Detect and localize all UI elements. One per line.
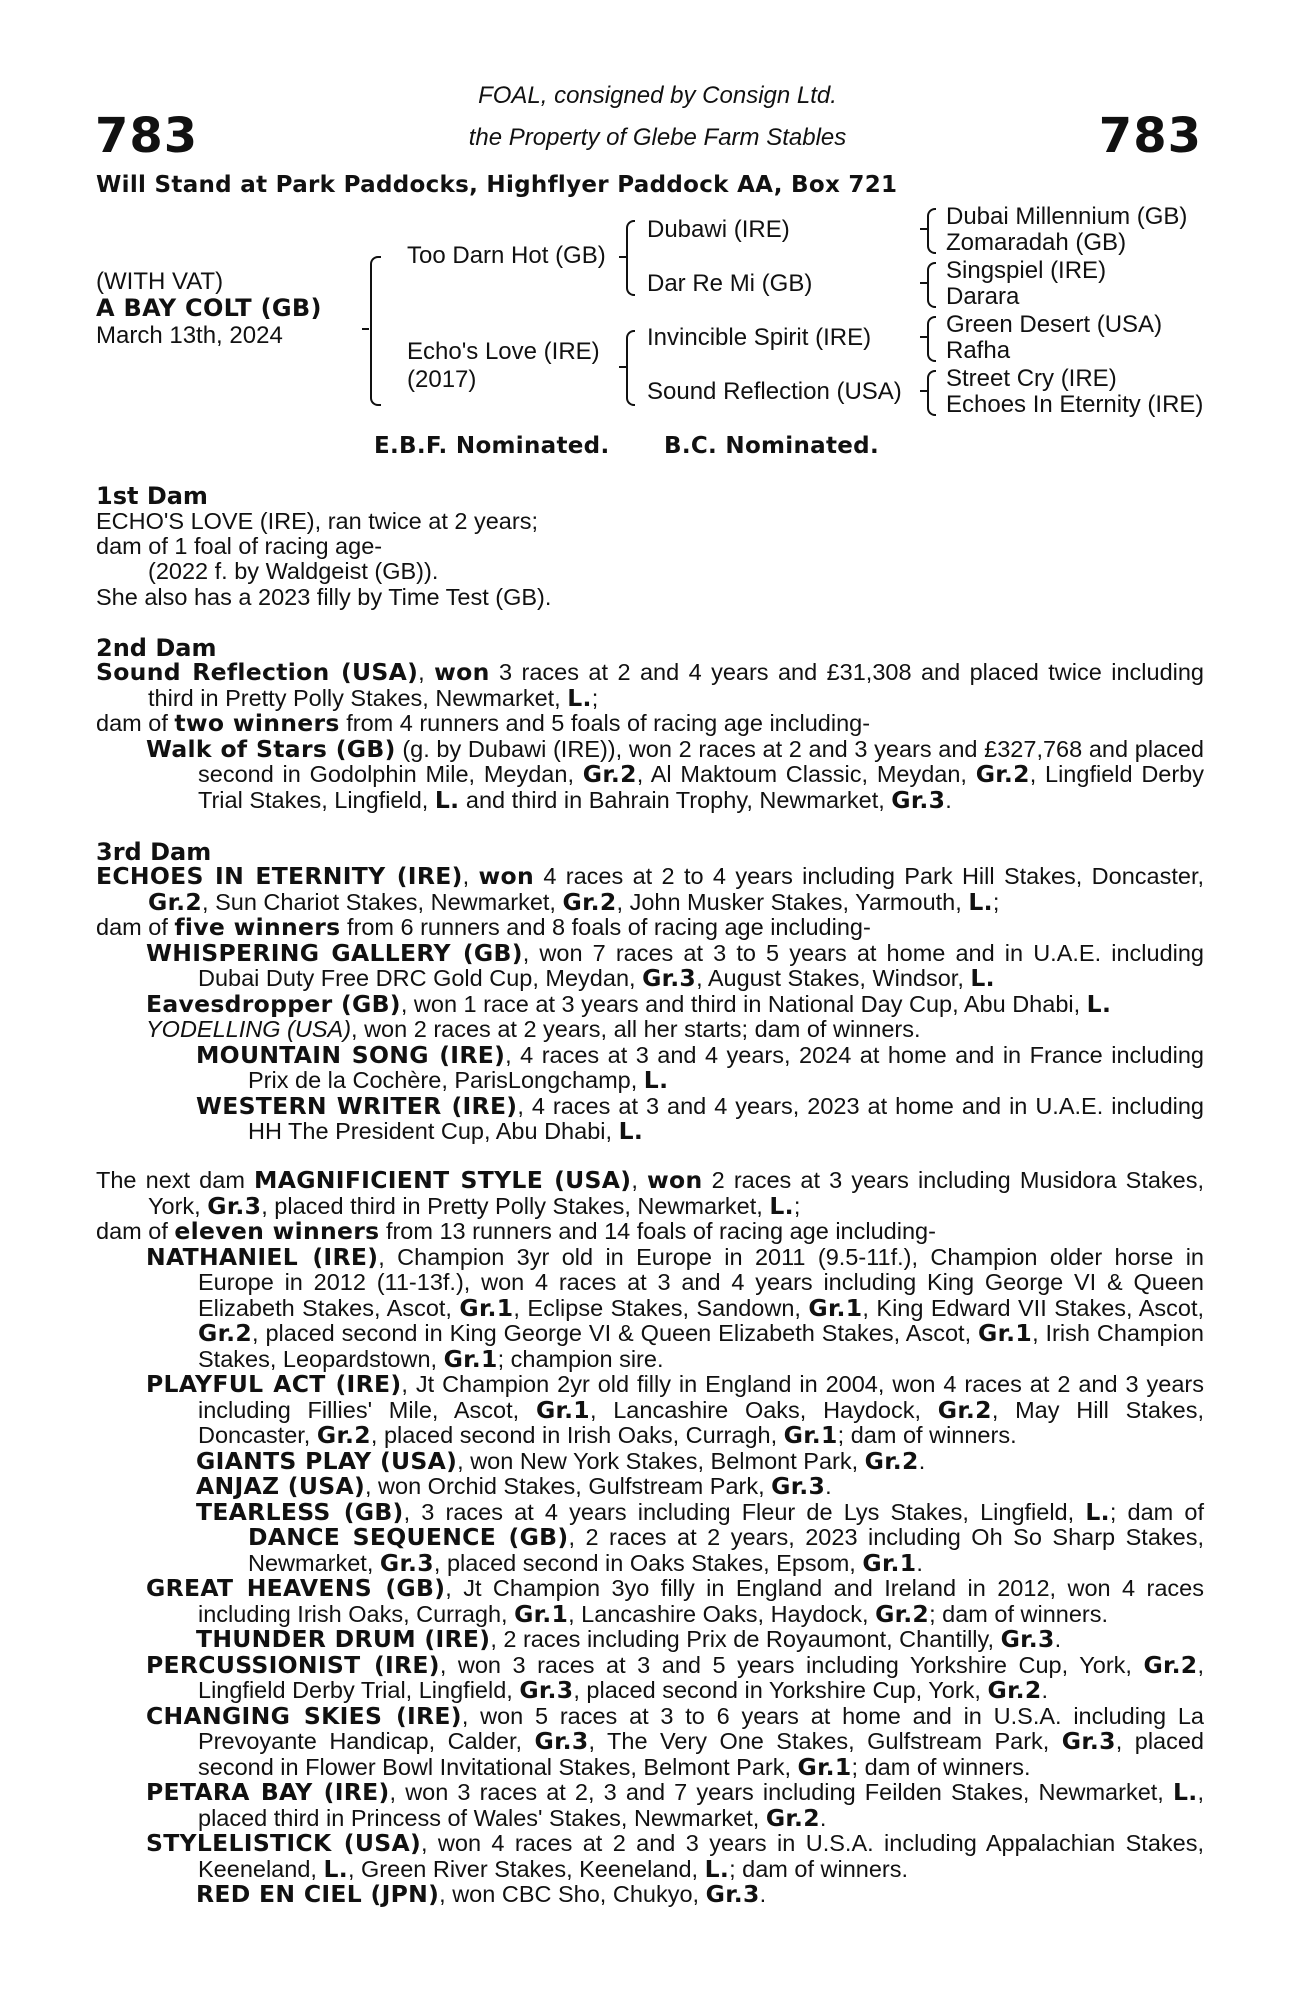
pedigree-g7: Street Cry (IRE): [946, 365, 1117, 392]
third-dam-heading: 3rd Dam: [96, 838, 212, 866]
next-dam-body: [96, 1168, 1204, 1908]
foaling-date: March 13th, 2024: [96, 322, 283, 349]
pedigree-g3: Singspiel (IRE): [946, 257, 1107, 284]
produce-whispering-gallery: WHISPERING GALLERY (GB), won 7 races at 3 to 5 years at home and in U.A.E. including Dubai Duty Free DRC Gold Cup, Meydan, Gr.3, August Stakes, Windsor, L.: [146, 938, 1204, 992]
produce-giants-play: GIANTS PLAY (USA), won New York Stakes, Belmont Park, Gr.2.: [196, 1446, 926, 1475]
pedigree-g4: Darara: [946, 283, 1020, 310]
produce-percussionist: PERCUSSIONIST (IRE), won 3 races at 3 and 5 years including Yorkshire Cup, York, Gr.2, Lingfield Derby Trial, Lingfield, Gr.3, placed second in Yorkshire Cup, York, Gr.2.: [146, 1650, 1204, 1704]
produce-thunder-drum: THUNDER DRUM (IRE), 2 races including Prix de Royaumont, Chantilly, Gr.3.: [196, 1625, 1062, 1653]
brace-point: [920, 336, 927, 338]
ebf-nominated: E.B.F. Nominated.: [374, 433, 610, 459]
pedigree-g6: Rafha: [946, 337, 1011, 364]
produce-walk-of-stars: Walk of Stars (GB) (g. by Dubawi (IRE)), won 2 races at 2 and 3 years and £327,768 and placed second in Godolphin Mile, Meydan, Gr.2, Al Maktoum Classic, Meydan, Gr.2, Lingfield Derby Trial Stakes, Lingfield, L. and third in Bahrain Trophy, Newmarket, Gr.3.: [146, 734, 1205, 814]
pedigree-sire-dam: Dar Re Mi (GB): [647, 270, 813, 297]
bc-nominated: B.C. Nominated.: [664, 433, 879, 459]
produce-western-writer: WESTERN WRITER (IRE), 4 races at 3 and 4 years, 2023 at home and in U.A.E. including HH The President Cup, Abu Dhabi, L.: [196, 1091, 1204, 1145]
first-dam-line: (2022 f. by Waldgeist (GB)).: [148, 558, 439, 584]
produce-mountain-song: MOUNTAIN SONG (IRE), 4 races at 3 and 4 years, 2024 at home and in France including Prix de la Cochère, ParisLongchamp, L.: [196, 1040, 1204, 1094]
produce-stylelistick: STYLELISTICK (USA), won 4 races at 2 and 3 years in U.S.A. including Appalachian Stakes, Keeneland, L., Green River Stakes, Keeneland, L.; dam of winners.: [146, 1829, 1204, 1883]
pedigree-g8: Echoes In Eternity (IRE): [946, 391, 1204, 418]
produce-playful-act: PLAYFUL ACT (IRE), Jt Champion 2yr old filly in England in 2004, won 4 races at 2 and 3 years including Fillies' Mile, Ascot, Gr.1, Lancashire Oaks, Haydock, Gr.2, May Hill Stakes, Doncaster, Gr.2, placed second in Irish Oaks, Curragh, Gr.1; dam of winners.: [146, 1370, 1204, 1449]
pedigree-dam-dam: Sound Reflection (USA): [647, 378, 902, 405]
pedigree-brace-dam: [626, 330, 635, 406]
brace-point: [920, 228, 927, 230]
horse-name: A BAY COLT (GB): [96, 294, 322, 322]
produce-red-en-ciel: RED EN CIEL (JPN), won CBC Sho, Chukyo, Gr.3.: [196, 1880, 767, 1908]
pedigree-brace-g4: [927, 370, 936, 416]
third-dam-body: [96, 864, 1204, 1145]
pedigree-dam-year: (2017): [407, 366, 477, 393]
first-dam-heading: 1st Dam: [96, 482, 208, 510]
produce-anjaz: ANJAZ (USA), won Orchid Stakes, Gulfstream Park, Gr.3.: [196, 1472, 832, 1500]
produce-eavesdropper: Eavesdropper (GB), won 1 race at 3 years and third in National Day Cup, Abu Dhabi, L.: [146, 989, 1112, 1018]
pedigree-dam-sire: Invincible Spirit (IRE): [647, 324, 872, 351]
consignor-line-1: FOAL, consigned by Consign Ltd.: [478, 82, 837, 109]
lot-number-left: 783: [95, 108, 199, 164]
brace-point: [362, 328, 369, 330]
pedigree-sire-sire: Dubawi (IRE): [647, 216, 790, 243]
produce-great-heavens: GREAT HEAVENS (GB), Jt Champion 3yo filly in England and Ireland in 2012, won 4 races including Irish Oaks, Curragh, Gr.1, Lancashire Oaks, Haydock, Gr.2; dam of winners.: [146, 1574, 1204, 1628]
pedigree-g2: Zomaradah (GB): [946, 229, 1127, 256]
pedigree-brace-sire: [626, 220, 635, 296]
next-dam-produce: dam of eleven winners from 13 runners and 14 foals of racing age including-: [96, 1217, 936, 1245]
pedigree-brace-g3: [927, 316, 936, 362]
third-dam-produce: dam of five winners from 6 runners and 8 foals of racing age including-: [96, 913, 871, 941]
second-dam-entry: Sound Reflection (USA), won 3 races at 2 and 4 years and £31,308 and placed twice including third in Pretty Polly Stakes, Newmarket, L.;: [96, 658, 1205, 712]
brace-point: [619, 366, 626, 368]
next-dam-entry: The next dam MAGNIFICIENT STYLE (USA), won 2 races at 3 years including Musidora Stakes, York, Gr.3, placed third in Pretty Polly Stakes, Newmarket, L.;: [96, 1166, 1205, 1220]
produce-changing-skies: CHANGING SKIES (IRE), won 5 races at 3 to 6 years at home and in U.S.A. including La Prevoyante Handicap, Calder, Gr.3, The Very One Stakes, Gulfstream Park, Gr.3, placed second in Flower Bowl Invitational Stakes, Belmont Park, Gr.1; dam of winners.: [146, 1701, 1204, 1781]
brace-point: [920, 282, 927, 284]
brace-point: [920, 390, 927, 392]
pedigree-g1: Dubai Millennium (GB): [946, 203, 1188, 230]
brace-point: [619, 256, 626, 258]
first-dam-line: ECHO'S LOVE (IRE), ran twice at 2 years;: [96, 508, 538, 534]
pedigree-brace-g1: [927, 208, 936, 254]
next-dam-intro: The next dam: [96, 1167, 245, 1193]
pedigree-dam: Echo's Love (IRE): [407, 338, 600, 365]
first-dam-line: She also has a 2023 filly by Time Test (GB).: [96, 584, 552, 610]
consignor-line-2: the Property of Glebe Farm Stables: [468, 124, 847, 151]
produce-petara-bay: PETARA BAY (IRE), won 3 races at 2, 3 and 7 years including Feilden Stakes, Newmarket, L., placed third in Princess of Wales' Stakes, Newmarket, Gr.2.: [146, 1778, 1204, 1832]
second-dam-heading: 2nd Dam: [96, 634, 217, 662]
produce-nathaniel: NATHANIEL (IRE), Champion 3yr old in Europe in 2011 (9.5-11f.), Champion older horse in Europe in 2012 (11-13f.), won 4 races at 3 and 4 years including King George VI & Queen Elizabeth Stakes, Ascot, Gr.1, Eclipse Stakes, Sandown, Gr.1, King Edward VII Stakes, Ascot, Gr.2, placed second in King George VI & Queen Elizabeth Stakes, Ascot, Gr.1, Irish Champion Stakes, Leopardstown, Gr.1; champion sire.: [146, 1242, 1205, 1373]
pedigree-g5: Green Desert (USA): [946, 311, 1163, 338]
pedigree-brace-g2: [927, 262, 936, 308]
location-line: Will Stand at Park Paddocks, Highflyer Paddock AA, Box 721: [96, 172, 898, 198]
vat-note: (WITH VAT): [96, 268, 224, 295]
produce-yodelling: YODELLING (USA), won 2 races at 2 years, all her starts; dam of winners.: [146, 1016, 921, 1042]
second-dam-produce: dam of two winners from 4 runners and 5 foals of racing age including-: [96, 709, 871, 737]
first-dam-line: dam of 1 foal of racing age-: [96, 533, 383, 559]
third-dam-entry: ECHOES IN ETERNITY (IRE), won 4 races at 2 to 4 years including Park Hill Stakes, Doncaster, Gr.2, Sun Chariot Stakes, Newmarket, Gr.2, John Musker Stakes, Yarmouth, L.;: [96, 862, 1205, 916]
second-dam-body: [96, 660, 1204, 813]
produce-tearless: TEARLESS (GB), 3 races at 4 years including Fleur de Lys Stakes, Lingfield, L.; dam of DANCE SEQUENCE (GB), 2 races at 2 years, 2023 including Oh So Sharp Stakes, Newmarket, Gr.3, placed second in Oaks Stakes, Epsom, Gr.1.: [196, 1497, 1205, 1577]
pedigree-sire: Too Darn Hot (GB): [407, 242, 606, 269]
pedigree-brace-main: [370, 256, 381, 406]
lot-number-right: 783: [1098, 108, 1202, 164]
